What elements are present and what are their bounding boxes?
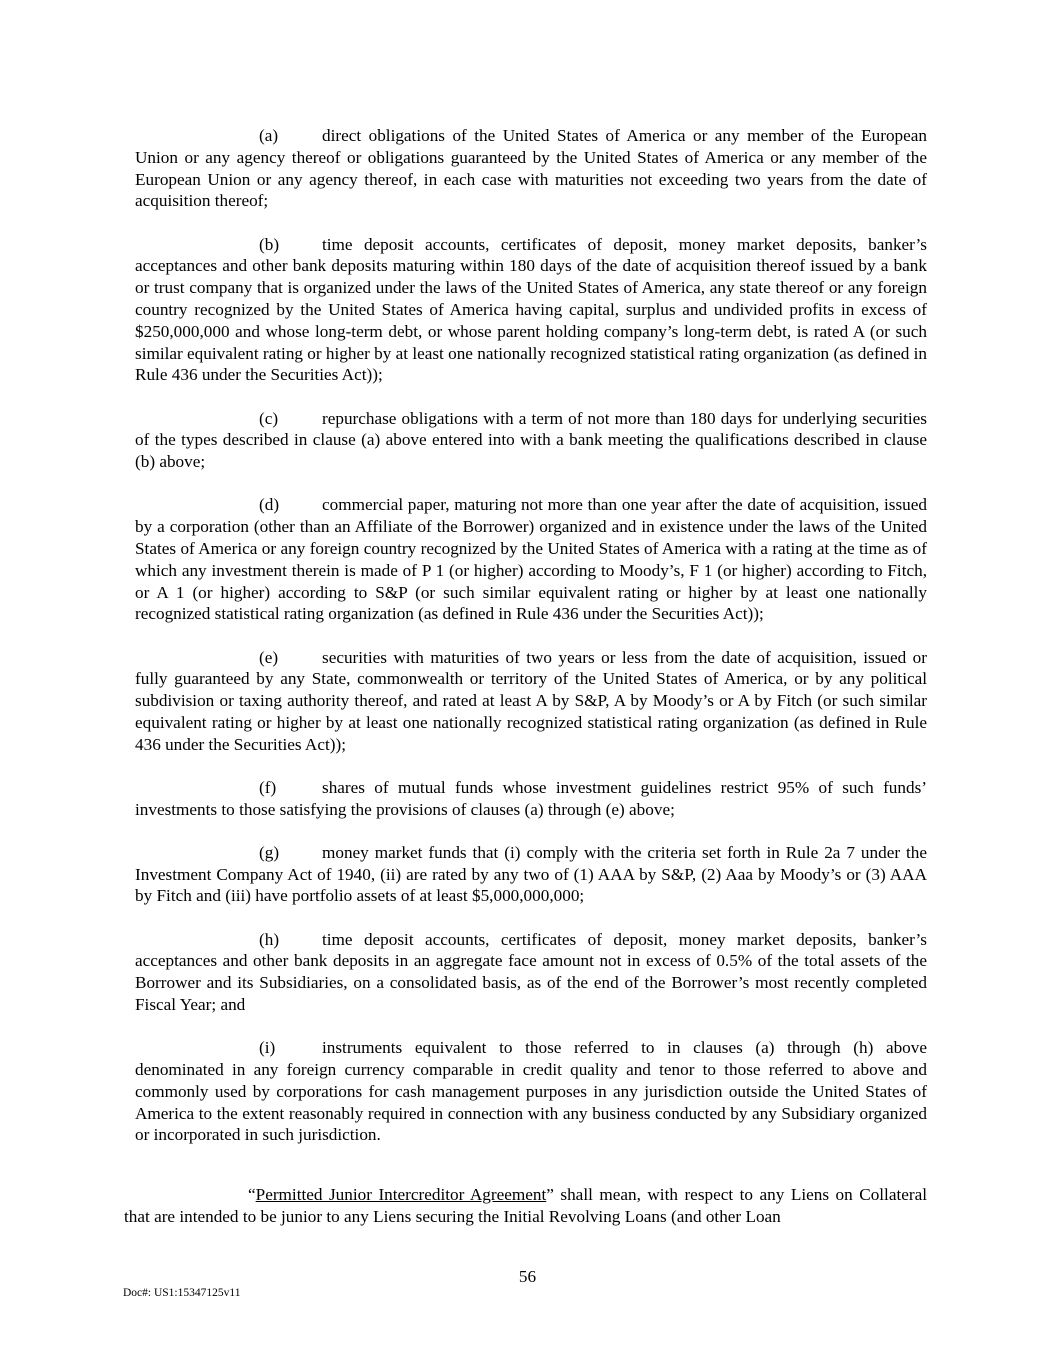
clause-text: instruments equivalent to those referred to in clauses (a) through (h) above denominated in any foreign currency comparable in credit quality and tenor to those referred to above and commonly used by corporations for cash management purposes in any jurisdiction outside the United States of America to the extent reasonably required in connection with any business conducted by any Subsidiary organized or incorporated in such jurisdiction. [135,1038,927,1145]
clause-text: direct obligations of the United States of America or any member of the European Union or any agency thereof or obligations guaranteed by the United States of America or any member of the European Union or any agency thereof, in each case with maturities not exceeding two years from the date of acquisition thereof; [135,126,927,211]
clause-label: (c) [259,408,279,428]
clause-label: (d) [259,495,280,515]
clause-label: (a) [259,126,279,145]
clause-text: commercial paper, maturing not more than one year after the date of acquisition, issued by a corporation (other than an Affiliate of the Borrower) organized and in existence under the laws of the United States of America or any foreign country recognized by the United States of America with a rating at the time as of which any investment therein is made of P 1 (or higher) according to Moody’s, F 1 (or higher) according to Fitch, or A 1 (or higher) according to S&P (or such similar equivalent rating or higher by at least one nationally recognized statistical rating organization (as defined in Rule 436 under the Securities Act)); [135,495,927,624]
clause-label: (h) [259,929,280,949]
clause-label: (e) [259,647,279,667]
clause-text: time deposit accounts, certificates of deposit, money market deposits, banker’s acceptances and other bank deposits in an aggregate face amount not in excess of 0.5% of the total assets of the Borrower and its Subsidiaries, on a consolidated basis, as of the end of the Borrower’s most recently completed Fiscal Year; and [135,929,927,1015]
clause-f [135,777,927,821]
clause-a [135,125,927,212]
page-number: 56 [518,1267,537,1286]
clause-b [135,234,927,387]
clause-list [135,125,927,1168]
definition-paragraph [124,1184,927,1228]
clause-text: repurchase obligations with a term of not more than 180 days for underlying securities of the types described in clause (a) above entered into with a bank meeting the qualifications described in clause (b) above; [135,408,927,472]
document-id: Doc#: US1:15347125v11 [123,1287,241,1299]
definition-text: ” shall mean, with respect to any Liens on Collateral that are intended to be junior to any Liens securing the Initial Revolving Loans (and other Loan [124,1185,927,1226]
clause-c [135,408,927,473]
clause-text: money market funds that (i) comply with the criteria set forth in Rule 2a 7 under the Investment Company Act of 1940, (ii) are rated by any two of (1) AAA by S&P, (2) Aaa by Moody’s or (3) AAA by Fitch and (iii) have portfolio assets of at least $5,000,000,000; [135,842,927,906]
clause-label: (g) [259,842,280,862]
clause-e [135,647,927,756]
clause-label: (i) [259,1038,276,1058]
clause-g [135,842,927,907]
clause-text: securities with maturities of two years or less from the date of acquisition, issued or fully guaranteed by any State, commonwealth or territory of the United States of America, or by any political subdivision or taxing authority thereof, and rated at least A by S&P, A by Moody’s or A by Fitch (or such similar equivalent rating or higher by at least one nationally recognized statistical rating organization (as defined in Rule 436 under the Securities Act)); [135,647,927,754]
clause-d [135,494,927,625]
clause-i [135,1037,927,1146]
clause-label: (b) [259,234,280,254]
clause-h [135,929,927,1016]
definition-open-quote: “ [248,1185,256,1204]
clause-text: time deposit accounts, certificates of deposit, money market deposits, banker’s acceptances and other bank deposits maturing within 180 days of the date of acquisition thereof issued by a bank or trust company that is organized under the laws of the United States of America, any state thereof or any foreign country recognized by the United States of America having capital, surplus and undivided profits in excess of $250,000,000 and whose long-term debt, or whose parent holding company’s long-term debt, is rated A (or such similar equivalent rating or higher by at least one nationally recognized statistical rating organization (as defined in Rule 436 under the Securities Act)); [135,234,927,385]
clause-label: (f) [259,777,277,797]
defined-term: Permitted Junior Intercreditor Agreement [255,1185,547,1204]
clause-text: shares of mutual funds whose investment guidelines restrict 95% of such funds’ investments to those satisfying the provisions of clauses (a) through (e) above; [135,777,927,819]
